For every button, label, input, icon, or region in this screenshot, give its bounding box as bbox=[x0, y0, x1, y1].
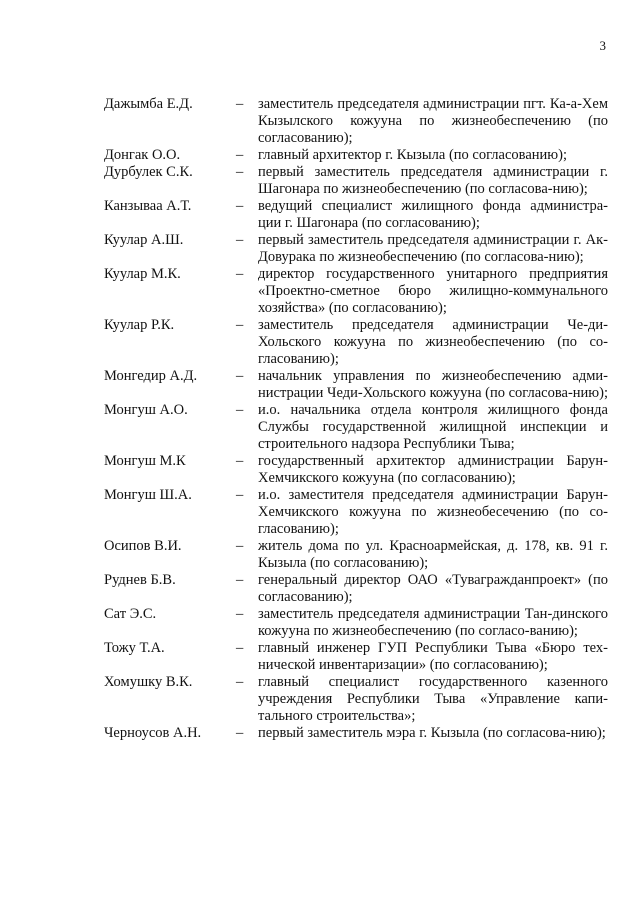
member-name: Канзываа А.Т. bbox=[104, 198, 192, 214]
page-number: 3 bbox=[599, 38, 606, 53]
dash-separator: – bbox=[236, 232, 244, 248]
list-item bbox=[104, 368, 608, 402]
list-item bbox=[104, 572, 608, 606]
member-name: Монгедир А.Д. bbox=[104, 368, 198, 384]
dash-separator: – bbox=[236, 164, 244, 180]
member-role: заместитель председателя администрации Че-ди-Хольского кожууна по жизнеобеспечению (по со-гласованию); bbox=[258, 317, 608, 367]
member-name: Руднев Б.В. bbox=[104, 572, 176, 588]
member-name: Черноусов А.Н. bbox=[104, 725, 202, 741]
dash-separator: – bbox=[236, 606, 244, 622]
member-role: и.о. начальника отдела контроля жилищного фонда Службы государственной жилищной инспекции и строительного надзора Республики Тыва; bbox=[258, 402, 608, 452]
member-role: главный специалист государственного казенного учреждения Республики Тыва «Управление капи-тального строительства»; bbox=[258, 674, 608, 724]
list-item bbox=[104, 147, 608, 164]
member-role: главный архитектор г. Кызыла (по согласованию); bbox=[258, 147, 567, 163]
dash-separator: – bbox=[236, 725, 244, 741]
list-item bbox=[104, 198, 608, 232]
member-name: Тожу Т.А. bbox=[104, 640, 165, 656]
list-item bbox=[104, 266, 608, 317]
dash-separator: – bbox=[236, 538, 244, 554]
member-name: Дажымба Е.Д. bbox=[104, 96, 193, 112]
dash-separator: – bbox=[236, 198, 244, 214]
member-role: первый заместитель председателя администрации г. Шагонара по жизнеобеспечению (по согласова-нию); bbox=[258, 164, 608, 197]
dash-separator: – bbox=[236, 453, 244, 469]
member-role: генеральный директор ОАО «Тувагражданпроект» (по согласованию); bbox=[258, 572, 608, 605]
list-item bbox=[104, 232, 608, 266]
member-role: заместитель председателя администрации Тан-динского кожууна по жизнеобеспечению (по согласо-ванию); bbox=[258, 606, 608, 639]
member-name: Куулар Р.К. bbox=[104, 317, 175, 333]
list-item bbox=[104, 317, 608, 368]
member-name: Монгуш А.О. bbox=[104, 402, 188, 418]
member-name: Осипов В.И. bbox=[104, 538, 182, 554]
list-item bbox=[104, 674, 608, 725]
list-item bbox=[104, 96, 608, 147]
member-role: и.о. заместителя председателя администрации Барун-Хемчикского кожууна по жизнеобесечению (по со-гласованию); bbox=[258, 487, 608, 537]
member-name: Куулар А.Ш. bbox=[104, 232, 184, 248]
member-role: главный инженер ГУП Республики Тыва «Бюро тех-нической инвентаризации» (по согласованию); bbox=[258, 640, 608, 673]
dash-separator: – bbox=[236, 96, 244, 112]
dash-separator: – bbox=[236, 147, 244, 163]
dash-separator: – bbox=[236, 402, 244, 418]
member-name: Сат Э.С. bbox=[104, 606, 157, 622]
member-role: директор государственного унитарного предприятия «Проектно-сметное бюро жилищно-коммунального хозяйства» (по согласованию); bbox=[258, 266, 608, 316]
member-name: Куулар М.К. bbox=[104, 266, 181, 282]
dash-separator: – bbox=[236, 368, 244, 384]
dash-separator: – bbox=[236, 640, 244, 656]
dash-separator: – bbox=[236, 572, 244, 588]
member-name: Донгак О.О. bbox=[104, 147, 181, 163]
list-item bbox=[104, 538, 608, 572]
list-item bbox=[104, 487, 608, 538]
member-role: государственный архитектор администрации Барун-Хемчикского кожууна (по согласованию); bbox=[258, 453, 608, 486]
member-role: первый заместитель мэра г. Кызыла (по согласова-нию); bbox=[258, 725, 606, 741]
member-role: начальник управления по жизнеобеспечению адми-нистрации Чеди-Хольского кожууна (по согласова-нию); bbox=[258, 368, 608, 401]
dash-separator: – bbox=[236, 674, 244, 690]
list-item bbox=[104, 606, 608, 640]
dash-separator: – bbox=[236, 317, 244, 333]
member-role: первый заместитель председателя администрации г. Ак-Довурака по жизнеобеспечению (по согласова-нию); bbox=[258, 232, 608, 265]
list-item bbox=[104, 164, 608, 198]
list-item bbox=[104, 453, 608, 487]
member-name: Монгуш Ш.А. bbox=[104, 487, 192, 503]
member-list bbox=[104, 96, 608, 742]
list-item bbox=[104, 725, 608, 742]
member-name: Хомушку В.К. bbox=[104, 674, 193, 690]
member-name: Монгуш М.К bbox=[104, 453, 186, 469]
list-item bbox=[104, 640, 608, 674]
dash-separator: – bbox=[236, 266, 244, 282]
member-role: житель дома по ул. Красноармейская, д. 178, кв. 91 г. Кызыла (по согласованию); bbox=[258, 538, 608, 571]
member-role: ведущий специалист жилищного фонда администра-ции г. Шагонара (по согласованию); bbox=[258, 198, 608, 231]
member-role: заместитель председателя администрации пгт. Ка-а-Хем Кызылского кожууна по жизнеобеспечению (по согласованию); bbox=[258, 96, 608, 146]
member-name: Дурбулек С.К. bbox=[104, 164, 193, 180]
dash-separator: – bbox=[236, 487, 244, 503]
list-item bbox=[104, 402, 608, 453]
